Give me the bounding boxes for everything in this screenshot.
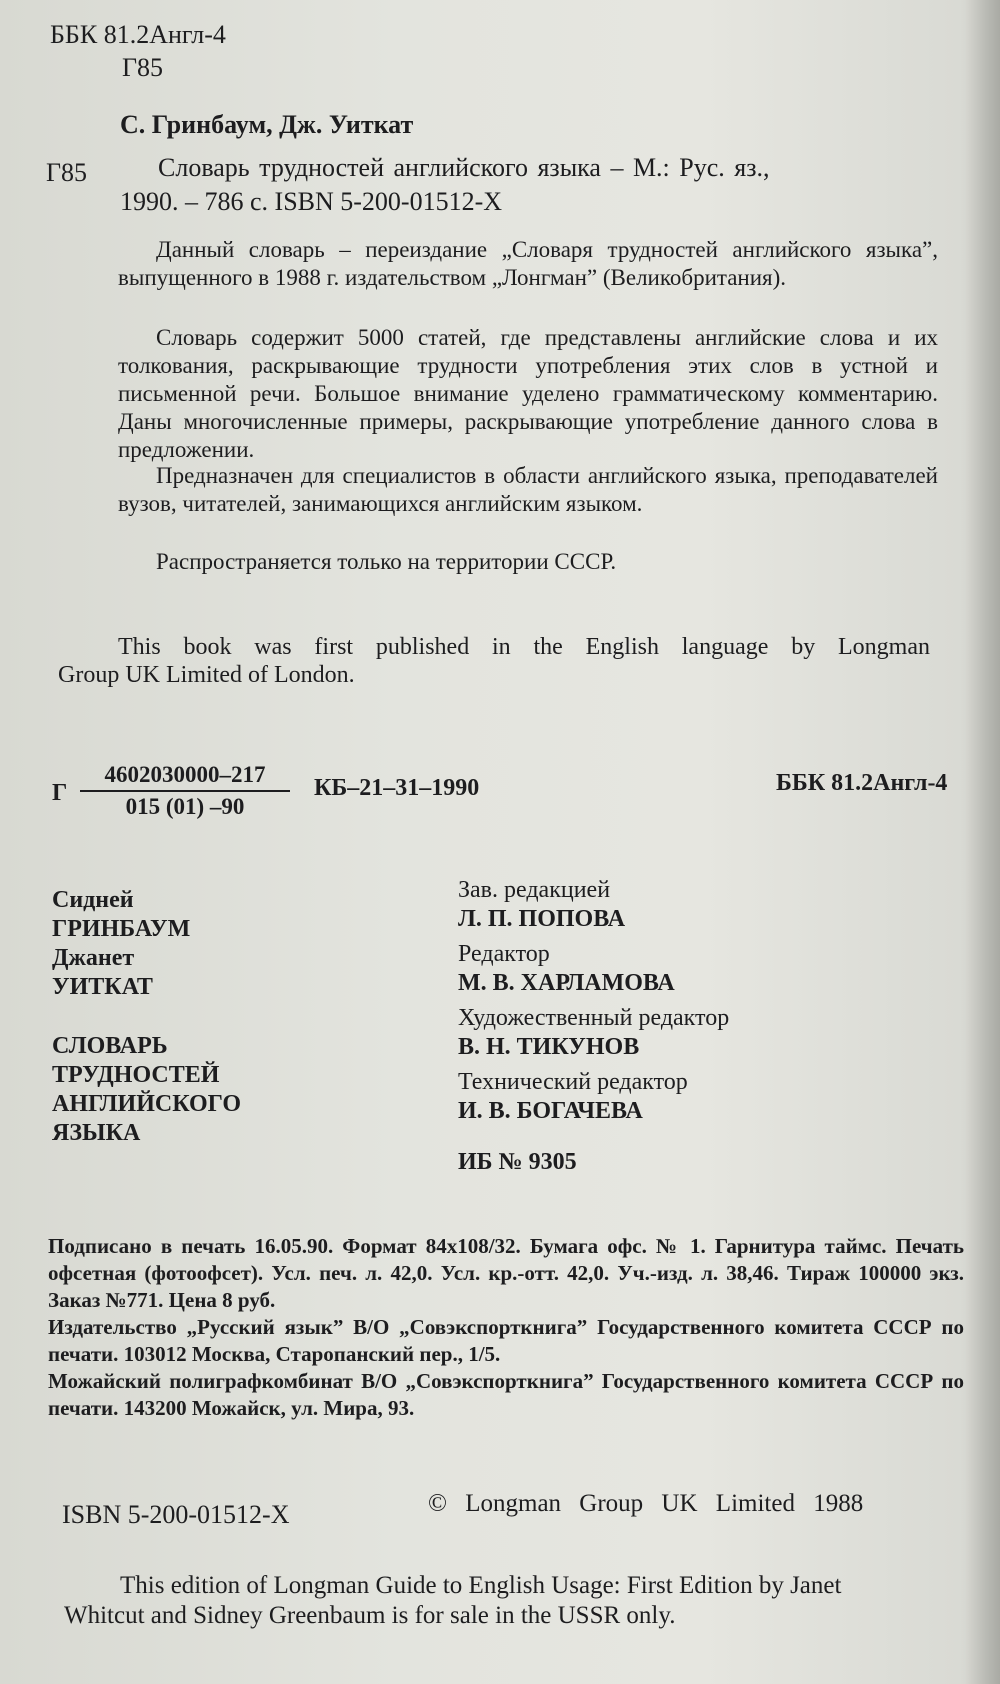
credits-right-column	[458, 876, 729, 1177]
isbn-bottom: ISBN 5-200-01512-X	[62, 1500, 290, 1529]
code-letter: Г	[52, 780, 68, 806]
english-note-line1: This book was first published in the English language by Longman	[118, 634, 930, 660]
edition-note-line2: Whitcut and Sidney Greenbaum is for sale in the USSR only.	[64, 1602, 676, 1629]
book-title-line2: 1990. – 786 с. ISBN 5-200-01512-X	[120, 187, 503, 216]
author2-last-name: УИТКАТ	[52, 974, 153, 1000]
fraction-denominator: 015 (01) –90	[125, 794, 245, 819]
page-spine-shadow	[966, 0, 1000, 1684]
book-title-word1: СЛОВАРЬ	[52, 1033, 168, 1059]
description-paragraph-3: Предназначен для специалистов в области английского языка, преподавателей вузов, читателей, занимающихся английским языком.	[118, 463, 938, 516]
catalog-index: Г85	[122, 53, 164, 82]
side-index: Г85	[46, 158, 88, 187]
bbk-code: ББК 81.2Англ-4	[50, 20, 226, 49]
credit-role-1: Зав. редакцией	[458, 877, 611, 903]
description-paragraph-1: Данный словарь – переиздание „Словаря трудностей английского языка”, выпущенного в 1988 г. издательством „Лонгман” (Великобритания).	[118, 237, 938, 290]
fraction-numerator: 4602030000–217	[80, 762, 290, 792]
book-title-word4: ЯЗЫКА	[52, 1120, 141, 1146]
edition-note-line1: This edition of Longman Guide to English Usage: First Edition by Janet	[120, 1572, 842, 1599]
description-paragraph-4: Распространяется только на территории СССР.	[156, 549, 617, 574]
credit-role-4: Технический редактор	[458, 1069, 688, 1095]
imprint-block	[48, 1233, 964, 1422]
author2-first-name: Джанет	[52, 945, 135, 971]
credit-name-3: В. Н. ТИКУНОВ	[458, 1034, 640, 1060]
book-title-word3: АНГЛИЙСКОГО	[52, 1091, 242, 1117]
credit-name-2: М. В. ХАРЛАМОВА	[458, 970, 675, 996]
author1-first-name: Сидней	[52, 887, 134, 913]
book-title-line1: Словарь трудностей английского языка – М.: Рус. яз.,	[158, 153, 770, 182]
authors-heading: С. Гринбаум, Дж. Уиткат	[120, 110, 414, 139]
catalog-fraction	[80, 762, 290, 820]
credit-role-3: Художественный редактор	[458, 1005, 730, 1031]
book-title-word2: ТРУДНОСТЕЙ	[52, 1062, 220, 1088]
english-note-line2: Group UK Limited of London.	[58, 662, 355, 688]
credit-name-4: И. В. БОГАЧЕВА	[458, 1098, 643, 1124]
imprint-print-details: Подписано в печать 16.05.90. Формат 84х108/32. Бумага офс. № 1. Гарнитура таймс. Печать офсетная (фотоофсет). Усл. печ. л. 42,0. Усл. кр.-отт. 42,0. Уч.-изд. л. 38,46. Тираж 100000 экз. Заказ №771. Цена 8 руб.	[48, 1234, 964, 1312]
copyright-line: © Longman Group UK Limited 1988	[428, 1490, 864, 1517]
imprint-printer: Можайский полиграфкомбинат В/О „Совэкспорткнига” Государственного комитета СССР по печати. 143200 Можайск, ул. Мира, 93.	[48, 1369, 964, 1420]
description-paragraph-2: Словарь содержит 5000 статей, где представлены английские слова и их толкования, раскрывающие трудности употребления этих слов в устной и письменной речи. Большое внимание уделено грамматическому комментарию. Даны многочисленные примеры, раскрывающие употребление данного слова в предложении.	[118, 325, 938, 462]
credit-role-2: Редактор	[458, 941, 550, 967]
imprint-publisher: Издательство „Русский язык” В/О „Совэкспорткнига” Государственного комитета СССР по печати. 103012 Москва, Старопанский пер., 1/5.	[48, 1315, 964, 1366]
bbk-code-bottom: ББК 81.2Англ-4	[776, 770, 948, 796]
author1-last-name: ГРИНБАУМ	[52, 916, 191, 942]
credit-name-1: Л. П. ПОПОВА	[458, 906, 626, 932]
ib-number: ИБ № 9305	[458, 1149, 577, 1175]
credits-left-column	[52, 886, 241, 1148]
kb-code: КБ–21–31–1990	[314, 775, 480, 801]
